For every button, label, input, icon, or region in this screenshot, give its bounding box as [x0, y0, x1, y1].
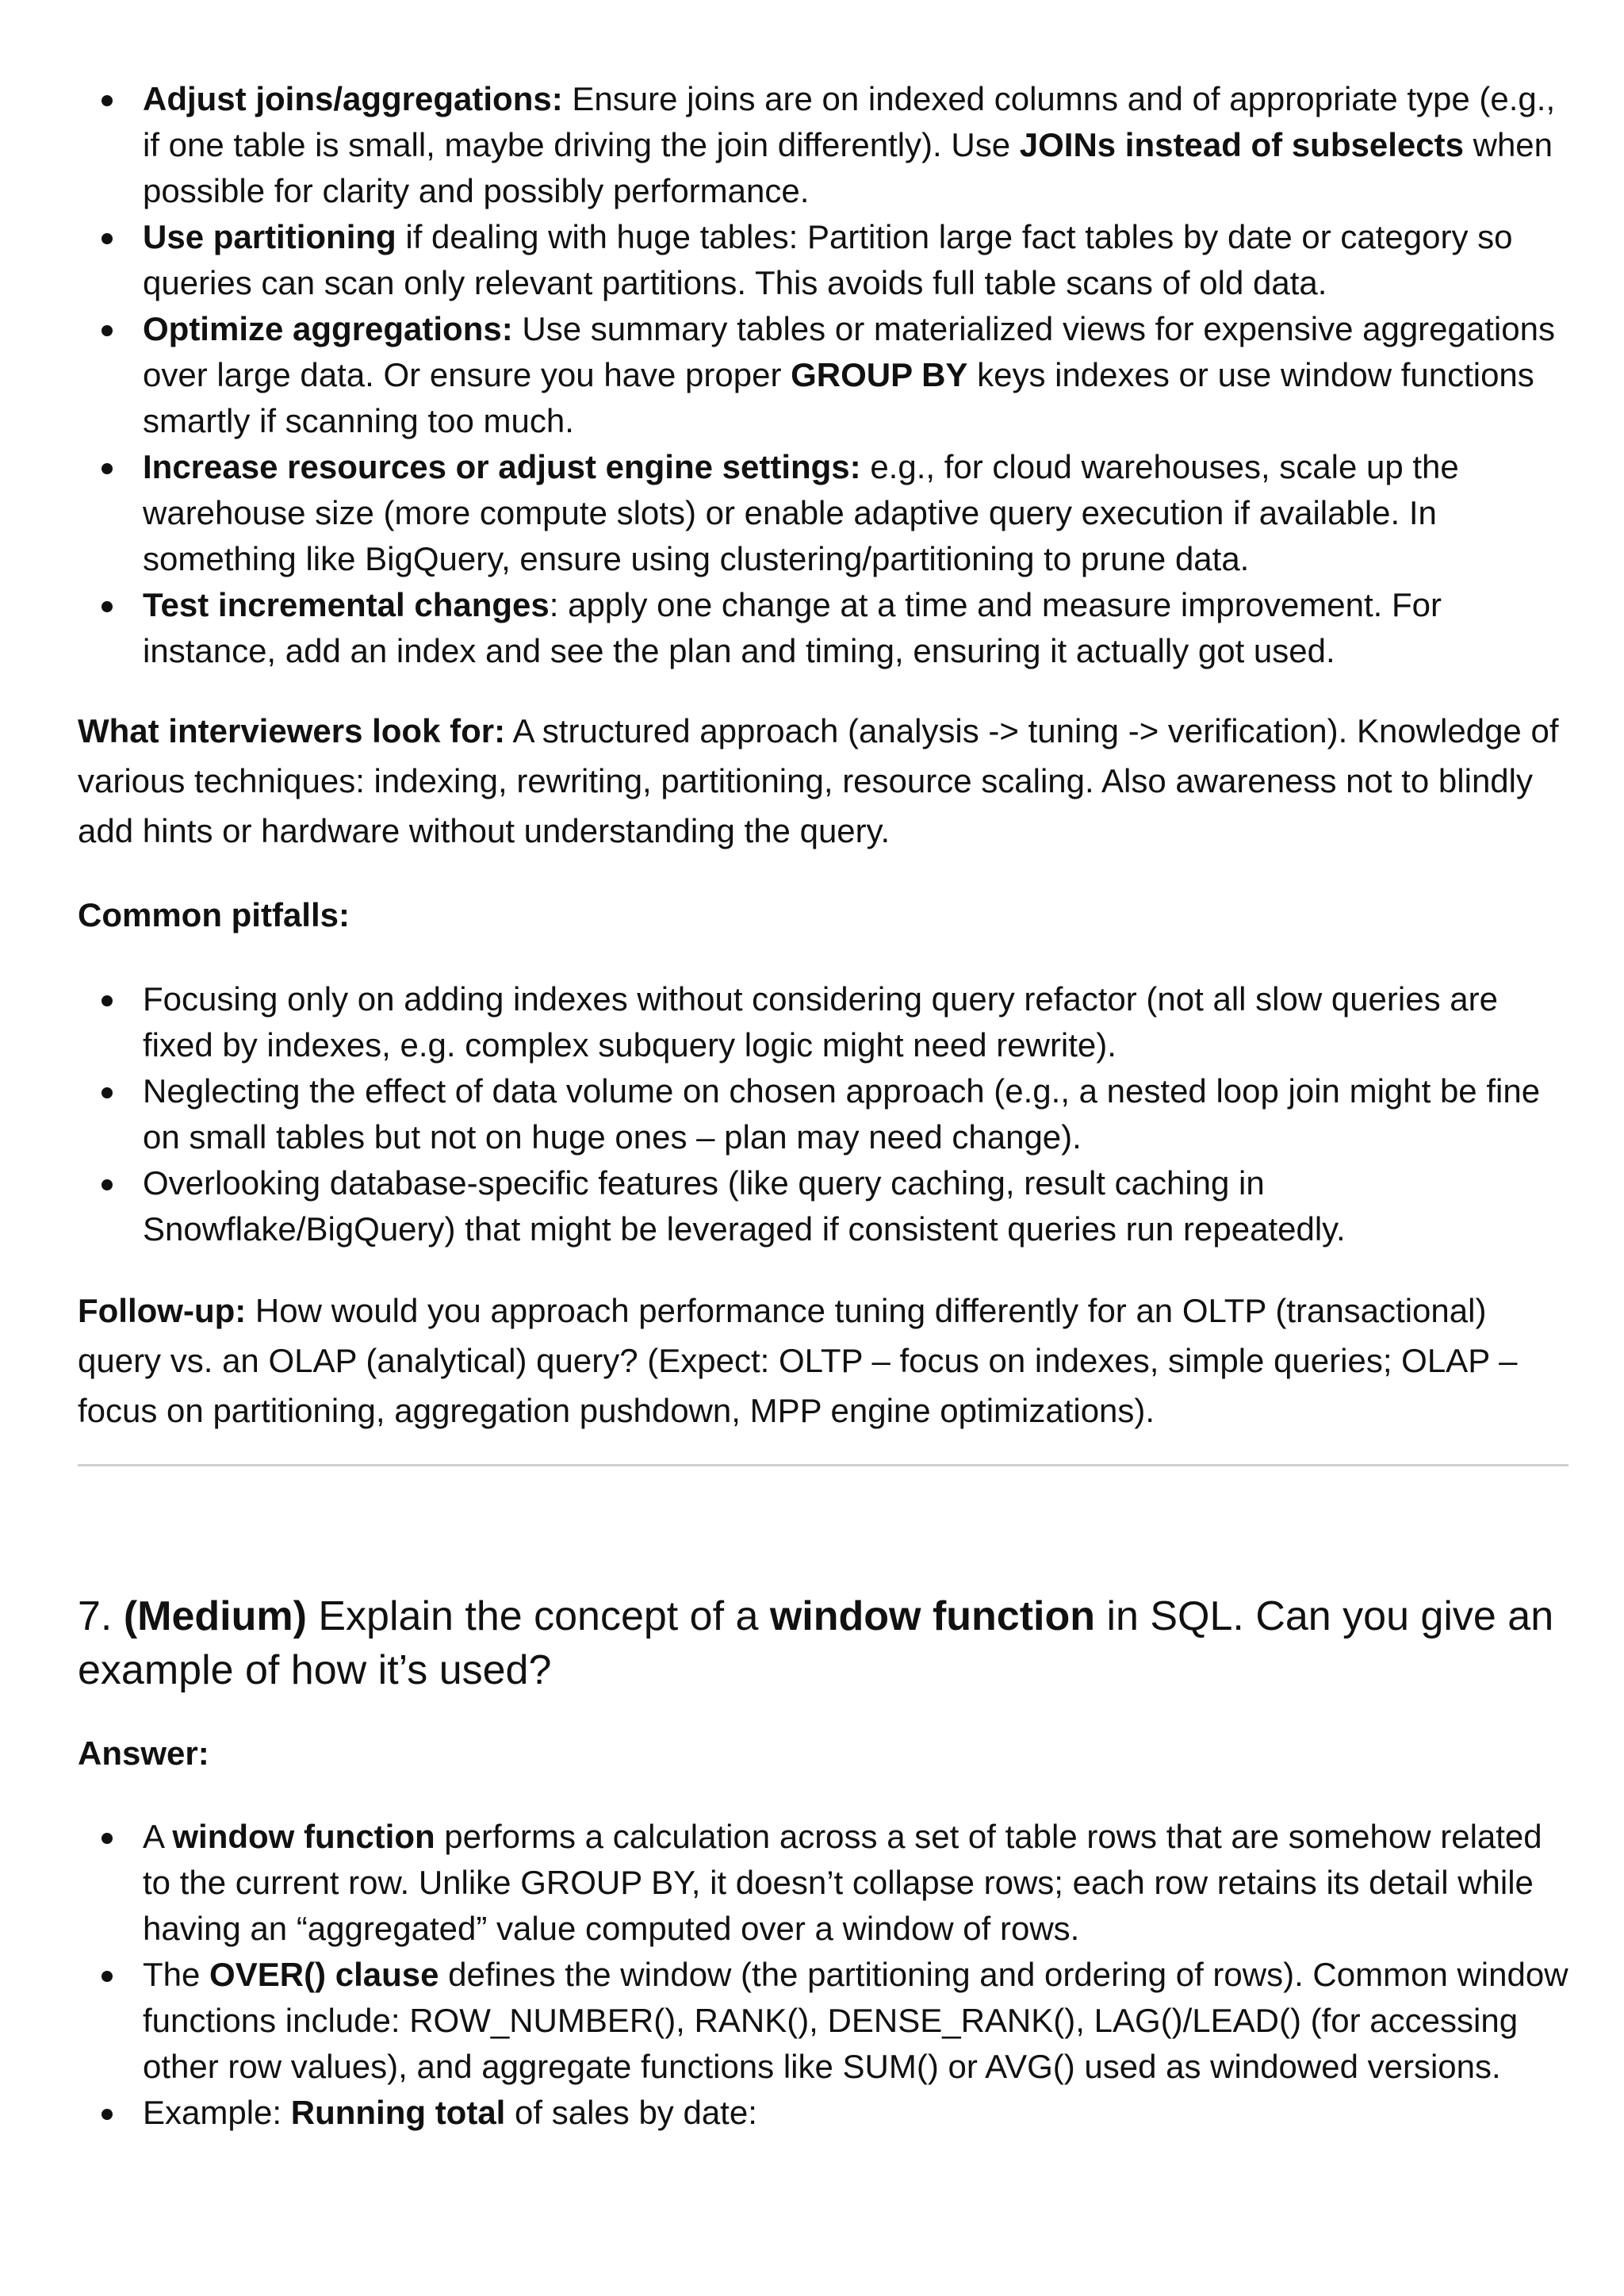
item-label: Adjust joins/aggregations:: [143, 80, 563, 117]
interviewers-label: What interviewers look for:: [78, 712, 506, 749]
question-term: window function: [769, 1593, 1095, 1639]
answer-heading-text: Answer:: [78, 1734, 209, 1772]
item-text: of sales by date:: [505, 2094, 757, 2131]
item-text: The: [143, 1956, 210, 1993]
item-text: : apply one change at a time and measure improvement. For instance, add an index and see the plan and timing, ensuring it actually got used.: [143, 586, 1442, 669]
followup-text: How would you approach performance tuning differently for an OLTP (transactional) query vs. an OLAP (analytical) query? (Expect: OLTP – focus on indexes, simple queries; OLAP – focus on partitioning, aggregation pushdown, MPP engine optimizations).: [78, 1292, 1518, 1429]
list-item: [78, 444, 1568, 582]
item-text: when possible for clarity and possibly performance.: [143, 126, 1553, 209]
item-text: defines the window (the partitioning and ordering of rows). Common window functions include: ROW_NUMBER(), RANK(), DENSE_RANK(), LAG()/LEAD() (for accessing other row values), and aggregate functions like SUM() or AVG() used as windowed versions.: [143, 1956, 1568, 2085]
item-label: Test incremental changes: [143, 586, 550, 623]
item-text: Use summary tables or materialized views for expensive aggregations over large data. Or ensure you have proper: [143, 310, 1555, 393]
list-item: [78, 214, 1568, 306]
item-text: keys indexes or use window functions smartly if scanning too much.: [143, 356, 1534, 439]
item-emphasis: Running total: [290, 2094, 506, 2131]
list-item: [78, 1952, 1568, 2090]
list-item: [78, 1814, 1568, 1952]
pitfalls-heading: [78, 892, 1568, 938]
answer-heading: [78, 1731, 1568, 1777]
tuning-steps-list: [78, 76, 1568, 674]
item-label: Use partitioning: [143, 218, 396, 255]
section-divider: [78, 1464, 1568, 1466]
item-text: A: [143, 1818, 173, 1855]
item-emphasis: OVER() clause: [209, 1956, 439, 1993]
list-item: Focusing only on adding indexes without considering query refactor (not all slow queries are fixed by indexes, e.g. complex subquery logic might need rewrite).: [78, 976, 1568, 1068]
question-heading: [78, 1589, 1568, 1697]
answer-list: [78, 1814, 1568, 2136]
item-text: e.g., for cloud warehouses, scale up the warehouse size (more compute slots) or enable adaptive query execution if available. In something like BigQuery, ensure using clustering/partitioning to prune data.: [143, 448, 1459, 577]
question-text: in SQL. Can you give an example of how it’s used?: [78, 1593, 1554, 1693]
followup-label: Follow-up:: [78, 1292, 247, 1329]
question-number: 7.: [78, 1593, 124, 1639]
item-text: if dealing with huge tables: Partition large fact tables by date or category so queries can scan only relevant partitions. This avoids full table scans of old data.: [143, 218, 1513, 301]
interviewers-text: A structured approach (analysis -> tuning -> verification). Knowledge of various techniques: indexing, rewriting, partitioning, resource scaling. Also awareness not to blindly add hints or hardware without understanding the query.: [78, 712, 1559, 849]
list-item: [78, 76, 1568, 214]
list-item: [78, 306, 1568, 444]
item-label: Increase resources or adjust engine settings:: [143, 448, 861, 485]
item-text: Ensure joins are on indexed columns and of appropriate type (e.g., if one table is small, maybe driving the join differently). Use: [143, 80, 1556, 163]
pitfalls-heading-text: Common pitfalls:: [78, 896, 350, 933]
list-item: Neglecting the effect of data volume on chosen approach (e.g., a nested loop join might be fine on small tables but not on huge ones – plan may need change).: [78, 1068, 1568, 1160]
item-emphasis: GROUP BY: [791, 356, 968, 393]
interviewers-paragraph: [78, 706, 1568, 856]
item-text: Example:: [143, 2094, 291, 2131]
list-item: [78, 2090, 1568, 2136]
item-emphasis: window function: [172, 1818, 435, 1855]
item-label: Optimize aggregations:: [143, 310, 513, 347]
item-emphasis: JOINs instead of subselects: [1019, 126, 1464, 163]
pitfalls-list: [78, 976, 1568, 1252]
list-item: Overlooking database-specific features (like query caching, result caching in Snowflake/BigQuery) that might be leveraged if consistent queries run repeatedly.: [78, 1160, 1568, 1252]
item-text: performs a calculation across a set of table rows that are somehow related to the current row. Unlike GROUP BY, it doesn’t collapse rows; each row retains its detail while having an “aggregated” value computed over a window of rows.: [143, 1818, 1542, 1947]
difficulty-label: (Medium): [123, 1593, 307, 1639]
followup-paragraph: [78, 1286, 1568, 1435]
list-item: [78, 582, 1568, 674]
question-text: Explain the concept of a: [306, 1593, 770, 1639]
